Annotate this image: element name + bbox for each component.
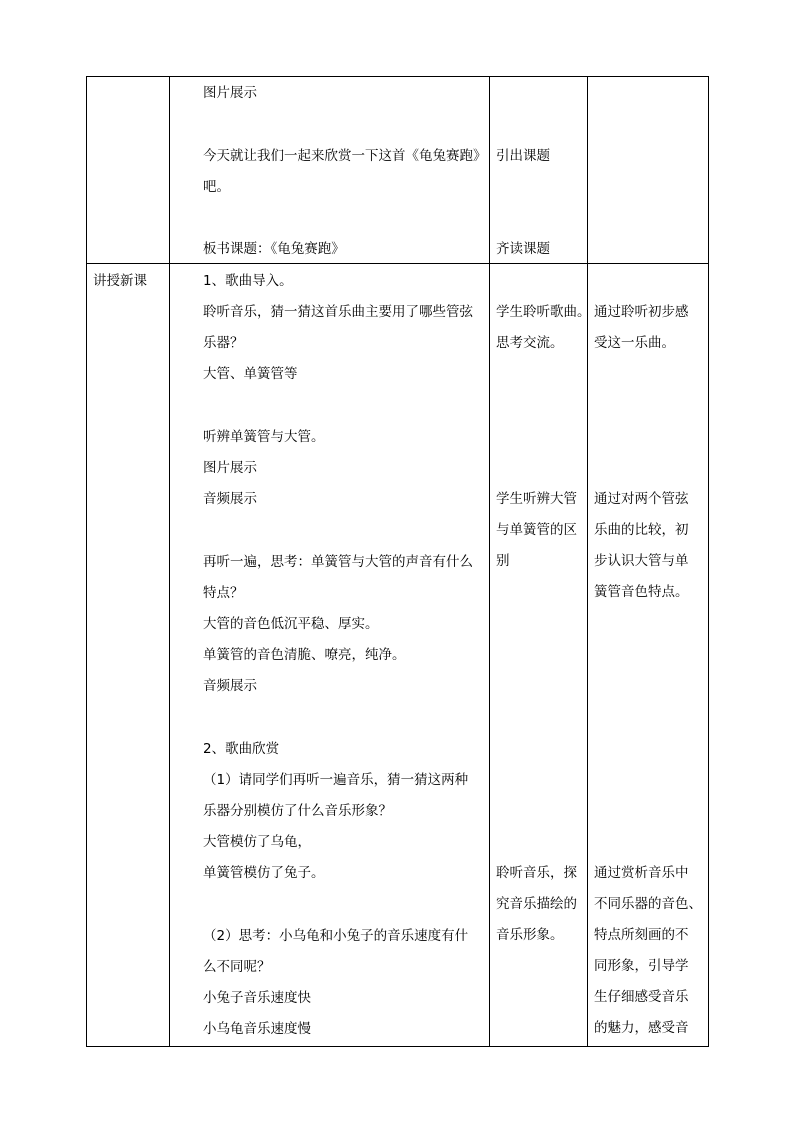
intent-line: 受这一乐曲。 [594,335,675,351]
content-line: 今天就让我们一起来欣赏一下这首《龟兔赛跑》 [203,148,487,164]
content-line: 小乌龟音乐速度慢 [203,1021,311,1037]
content-line: 1、歌曲导入。 [203,273,293,289]
intent-line: 同形象，引导学 [594,958,689,974]
content-line: 乐器？ [203,335,244,351]
content-line: 2、歌曲欣赏 [203,741,280,757]
content-line: 乐器分别模仿了什么音乐形象？ [203,803,392,819]
table-row [87,77,709,264]
design-intent-cell [588,77,709,264]
content-line: （2）思考：小乌龟和小兔子的音乐速度有什 [203,928,469,944]
content-line: 大管、单簧管等 [203,366,298,382]
content-line: 大管模仿了乌龟， [203,834,311,850]
content-line: 聆听音乐，猜一猜这首乐曲主要用了哪些管弦 [203,304,473,320]
content-line: 么不同呢？ [203,959,271,975]
intent-line: 通过聆听初步感 [594,304,689,320]
content-line: 板书课题：《龟兔赛跑》 [203,241,345,257]
content-line: 图片展示 [203,460,257,476]
intent-line: 步认识大管与单 [594,553,689,569]
student-line: 齐读课题 [496,241,550,257]
section-label: 讲授新课 [93,273,147,289]
content-cell [170,264,490,1047]
student-activity-cell [490,77,588,264]
intent-line: 通过赏析音乐中 [594,865,689,881]
student-line: 音乐形象。 [496,927,564,943]
section-cell [87,264,170,1047]
intent-line: 特点所刻画的不 [594,927,689,943]
content-line: 吧。 [203,179,230,195]
content-line: （1）请同学们再听一遍音乐，猜一猜这两种 [203,772,469,788]
student-line: 思考交流。 [496,335,564,351]
student-line: 引出课题 [496,148,550,164]
student-line: 与单簧管的区 [496,522,577,538]
design-intent-cell [588,264,709,1047]
content-line: 图片展示 [203,85,257,101]
intent-line: 乐曲的比较，初 [594,522,689,538]
student-line: 学生听辨大管 [496,491,577,507]
content-line: 特点？ [203,585,244,601]
intent-line: 簧管音色特点。 [594,584,689,600]
content-line: 再听一遍，思考：单簧管与大管的声音有什么 [203,554,473,570]
content-cell [170,77,490,264]
intent-line: 不同乐器的音色、 [594,896,702,912]
content-line: 大管的音色低沉平稳、厚实。 [203,616,379,632]
student-line: 学生聆听歌曲。 [496,304,591,320]
content-line: 单簧管模仿了兔子。 [203,865,325,881]
content-line: 音频展示 [203,491,257,507]
section-cell [87,77,170,264]
intent-line: 生仔细感受音乐 [594,989,689,1005]
student-line: 聆听音乐，探 [496,865,577,881]
content-line: 听辨单簧管与大管。 [203,429,325,445]
student-activity-cell [490,264,591,1047]
student-line: 别 [496,553,510,569]
intent-line: 通过对两个管弦 [594,491,689,507]
content-line: 单簧管的音色清脆、嘹亮，纯净。 [203,647,406,663]
lesson-plan-table [86,76,709,1047]
content-line: 音频展示 [203,678,257,694]
student-line: 究音乐描绘的 [496,896,577,912]
content-line: 小兔子音乐速度快 [203,990,311,1006]
intent-line: 的魅力，感受音 [594,1020,689,1036]
table-row [87,264,709,1047]
